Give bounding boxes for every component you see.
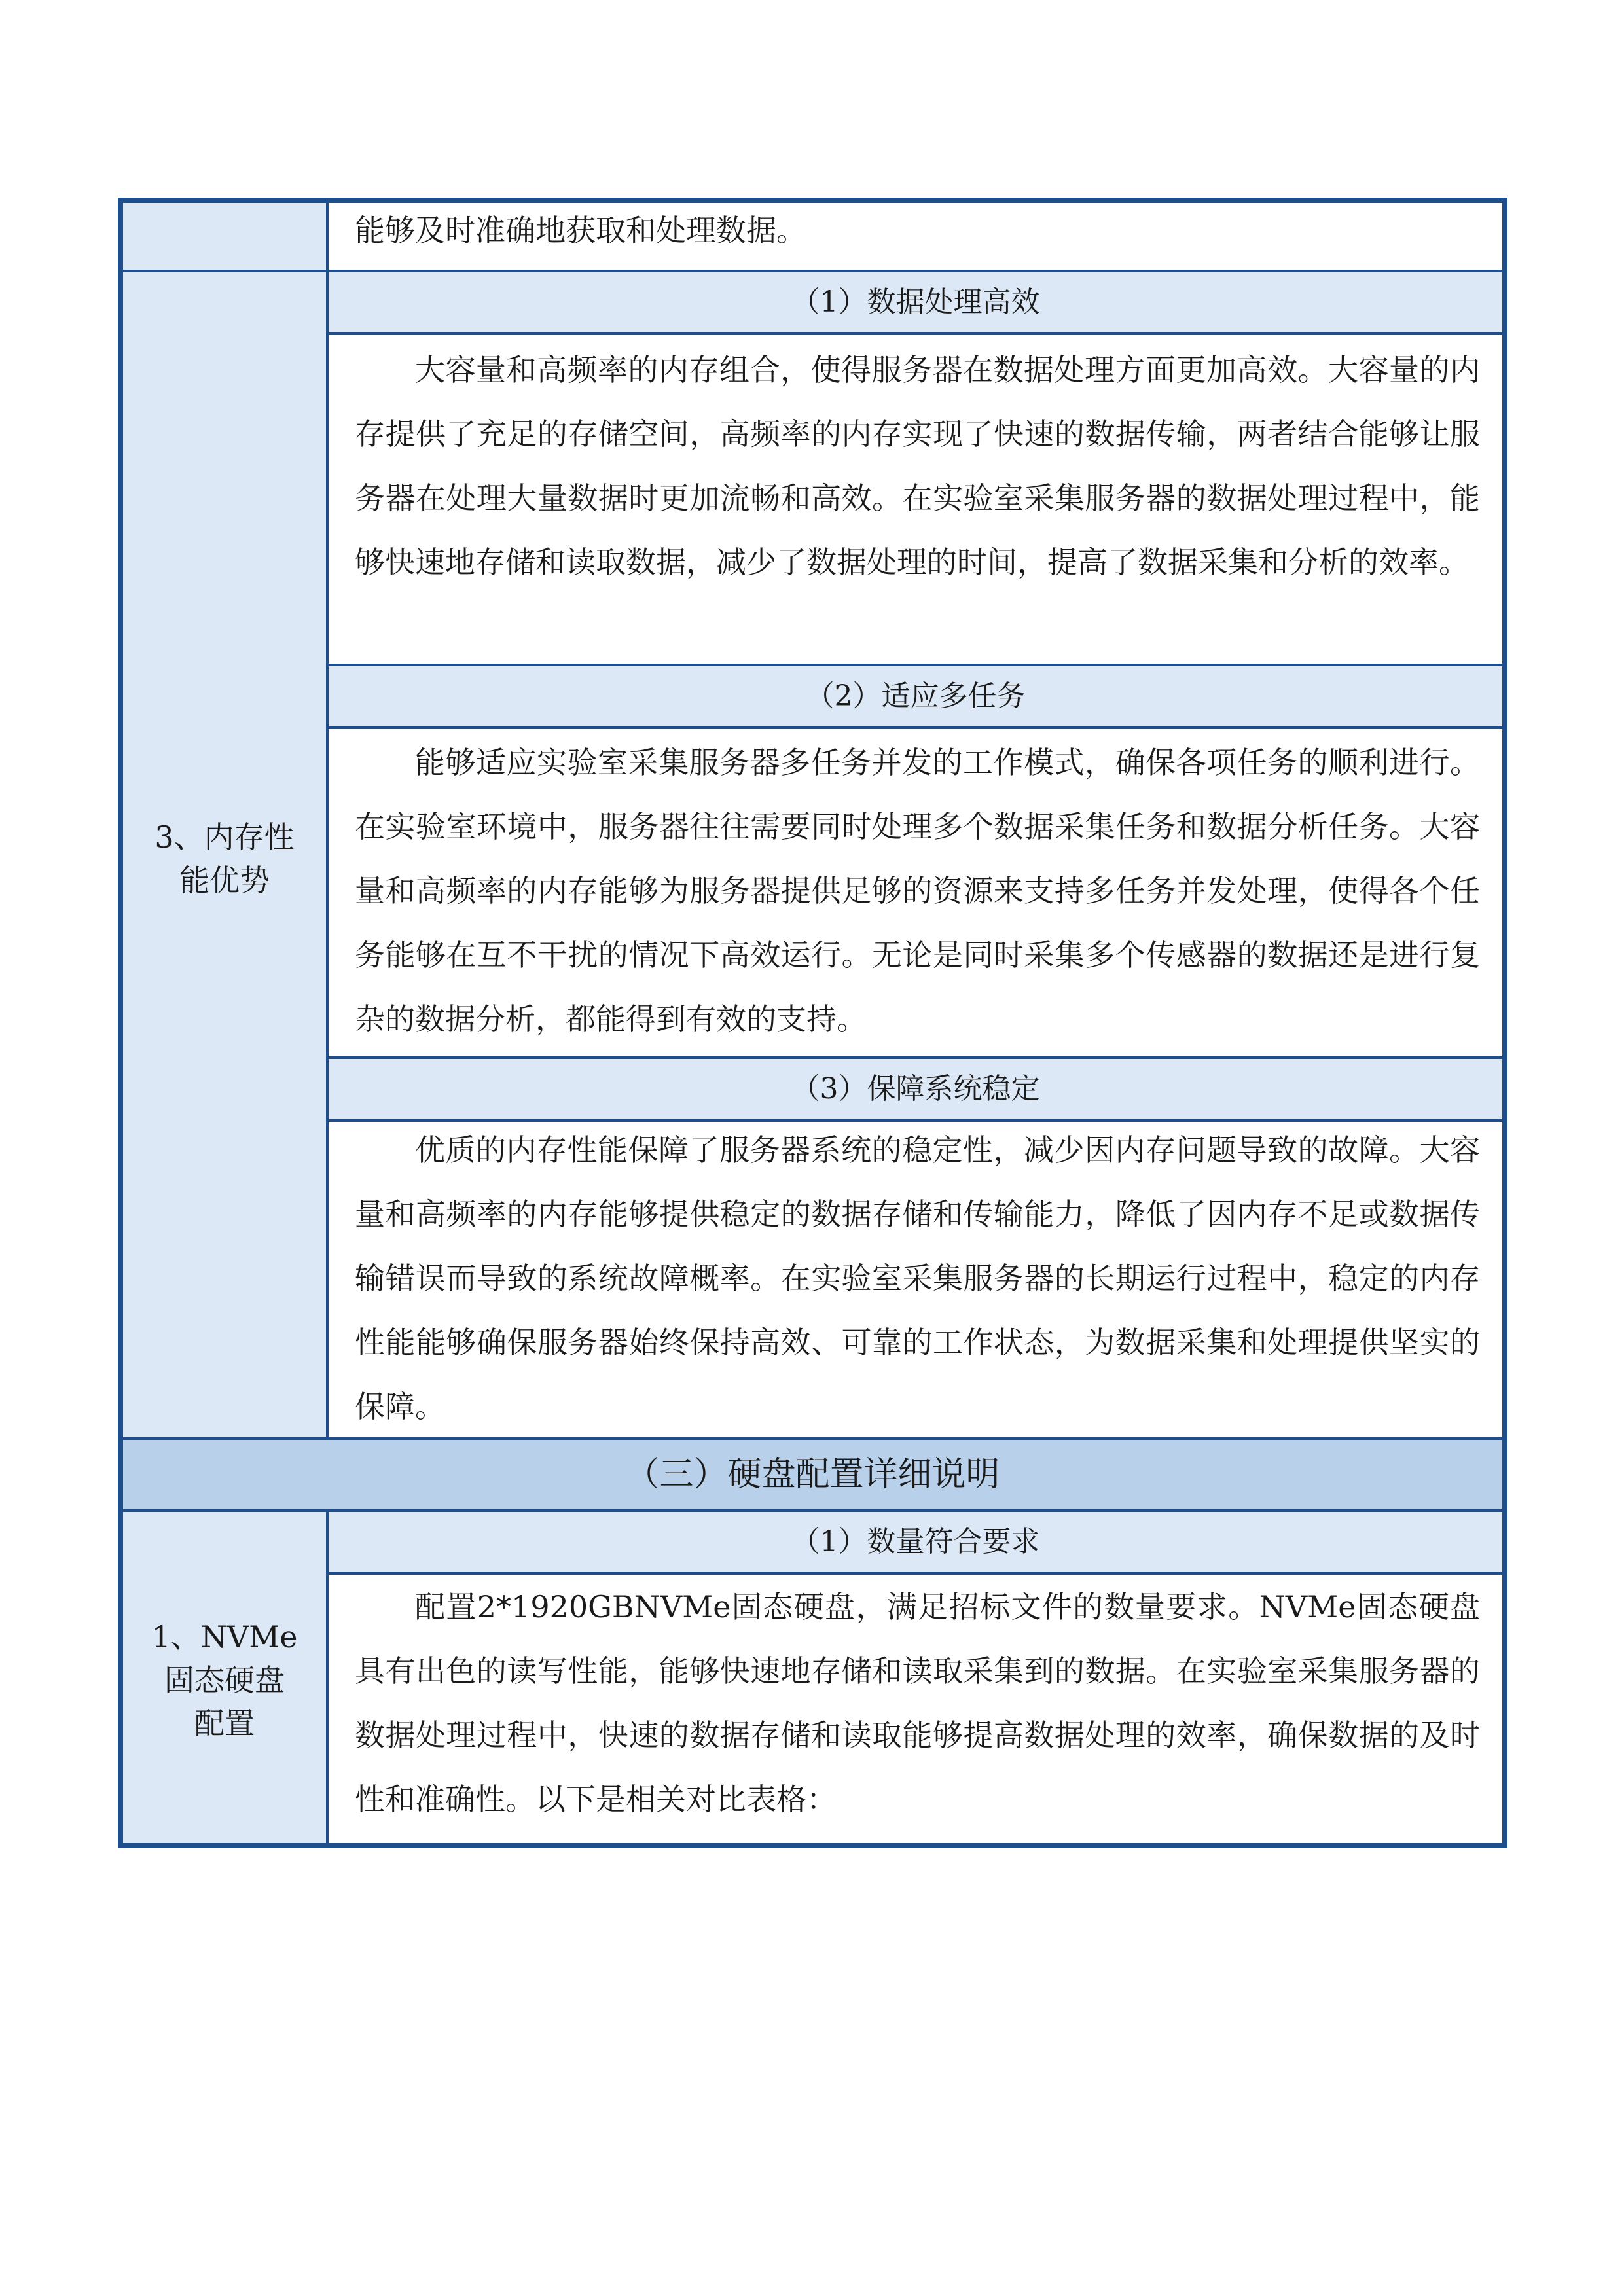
continuation-right-cell [329, 203, 1502, 272]
memory-item-body: 能够适应实验室采集服务器多任务并发的工作模式，确保各项任务的顺利进行。在实验室环境中，服务器往往需要同时处理多个数据采集任务和数据分析任务。大容量和高频率的内存能够为服务器提供足够的资源来支持多任务并发处理，使得各个任务能够在互不干扰的情况下高效运行。无论是同时采集多个传感器的数据还是进行复杂的数据分析，都能得到有效的支持。 [355, 745, 1480, 1037]
disk-label-line1: 1、NVMe [151, 1619, 298, 1655]
disk-label-line3: 配置 [194, 1706, 255, 1741]
disk-label-line2: 固态硬盘 [164, 1662, 285, 1698]
disk-label [123, 1615, 326, 1745]
subhead-divider [329, 726, 1502, 729]
memory-section-label [123, 816, 326, 902]
memory-item-heading: （3）保障系统稳定 [329, 1059, 1502, 1119]
memory-item-body: 大容量和高频率的内存组合，使得服务器在数据处理方面更加高效。大容量的内存提供了充足的存储空间，高频率的内存实现了快速的数据传输，两者结合能够让服务器在处理大量数据时更加流畅和高效。在实验室采集服务器的数据处理过程中，能够快速地存储和读取数据，减少了数据处理的时间，提高了数据采集和分析的效率。 [355, 352, 1480, 580]
continuation-text: 能够及时准确地获取和处理数据。 [355, 213, 806, 248]
memory-section-content [329, 272, 1502, 1437]
memory-section-label-cell [123, 272, 329, 1437]
continuation-left-cell [123, 203, 329, 272]
memory-label-line2: 能优势 [179, 863, 270, 898]
subhead-divider [329, 332, 1502, 335]
spec-table [118, 198, 1507, 1848]
memory-item-heading: （2）适应多任务 [329, 666, 1502, 726]
memory-item-body: 优质的内存性能保障了服务器系统的稳定性，减少因内存问题导致的故障。大容量和高频率的内存能够提供稳定的数据存储和传输能力，降低了因内存不足或数据传输错误而导致的系统故障概率。在实验室采集服务器的长期运行过程中，稳定的内存性能能够确保服务器始终保持高效、可靠的工作状态，为数据采集和处理提供坚实的保障。 [355, 1132, 1480, 1424]
disk-item-body: 配置2*1920GBNVMe固态硬盘，满足招标文件的数量要求。NVMe固态硬盘具有出色的读写性能，能够快速地存储和读取采集到的数据。在实验室采集服务器的数据处理过程中，快速的数据存储和读取能够提高数据处理的效率，确保数据的及时性和准确性。以下是相关对比表格： [355, 1589, 1480, 1817]
memory-label-line1: 3、内存性 [154, 819, 295, 855]
disk-content [329, 1512, 1502, 1843]
memory-item-heading: （1）数据处理高效 [329, 272, 1502, 332]
disk-label-cell [123, 1512, 329, 1843]
disk-item-heading: （1）数量符合要求 [329, 1512, 1502, 1572]
disk-section-title: （三）硬盘配置详细说明 [123, 1440, 1502, 1509]
